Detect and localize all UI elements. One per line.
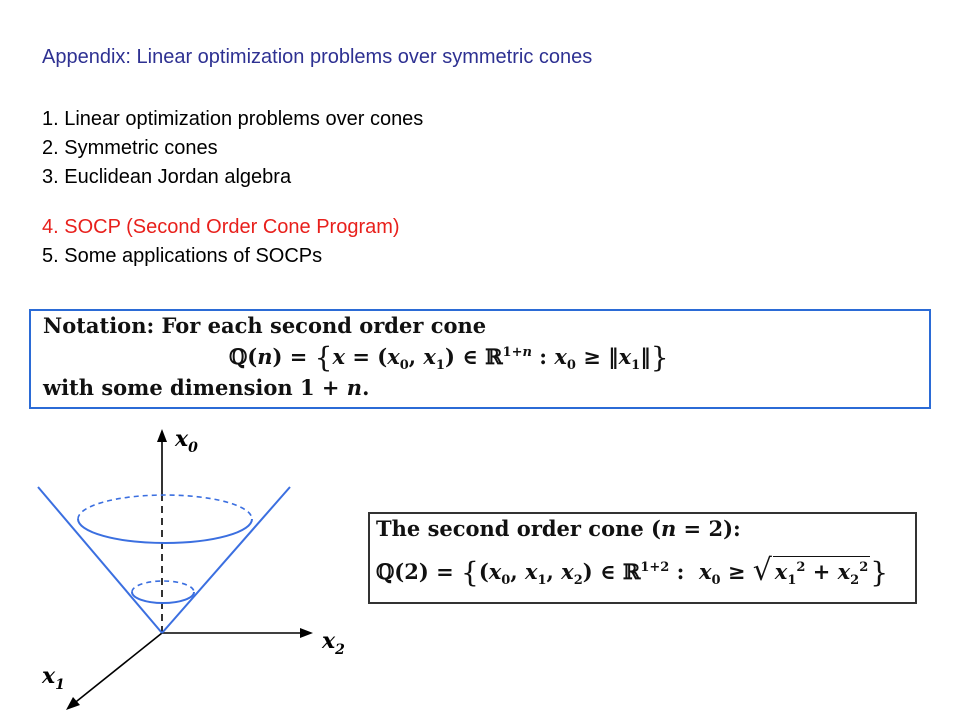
second-order-cone-diagram — [0, 415, 370, 715]
toc-list — [42, 105, 423, 271]
x2-arrowhead — [300, 628, 313, 638]
cone-right-edge — [162, 487, 290, 633]
cone-lower-rim-front — [132, 592, 194, 603]
cone2-heading: The second order cone (n = 2): — [376, 516, 741, 541]
cone-upper-rim-back — [78, 495, 252, 519]
second-order-cone-box — [368, 512, 917, 604]
toc-item-4-current: 4. SOCP (Second Order Cone Program) — [42, 216, 400, 238]
notation-trailer: with some dimension 1 + n. — [43, 375, 370, 400]
cone-lower-rim-back — [132, 581, 194, 592]
cone-upper-rim-front — [78, 519, 252, 543]
slide-title: Appendix: Linear optimization problems over symmetric cones — [42, 46, 593, 68]
toc-item-3: 3. Euclidean Jordan algebra — [42, 166, 292, 188]
notation-heading: Notation: For each second order cone — [43, 313, 487, 338]
x0-axis-label: $x_0$ — [175, 426, 198, 456]
toc-item-1: 1. Linear optimization problems over cones — [42, 108, 424, 130]
cone2-formula: ℚ(2) = {($x_0$, $x_1$, $x_2$) ∈ ℝ$^{1+2}$ : $x_0$ ≥ √ $x_1^2 + x_2^2$} — [376, 553, 889, 589]
toc-item-2: 2. Symmetric cones — [42, 137, 218, 159]
x1-axis-label: $x_1$ — [42, 663, 65, 693]
x1-arrowhead — [66, 697, 80, 710]
toc-item-5: 5. Some applications of SOCPs — [42, 245, 323, 267]
x0-arrowhead — [157, 429, 167, 442]
notation-box — [29, 309, 931, 409]
notation-formula: ℚ(n) = {$x = (x_0$, $x_1$) ∈ ℝ$^{1+n}$ : $x_0$ ≥ $‖x_1‖$} — [229, 341, 669, 374]
cone-left-edge — [38, 487, 162, 633]
x2-axis-label: $x_2$ — [322, 628, 345, 658]
x1-axis — [72, 633, 162, 705]
